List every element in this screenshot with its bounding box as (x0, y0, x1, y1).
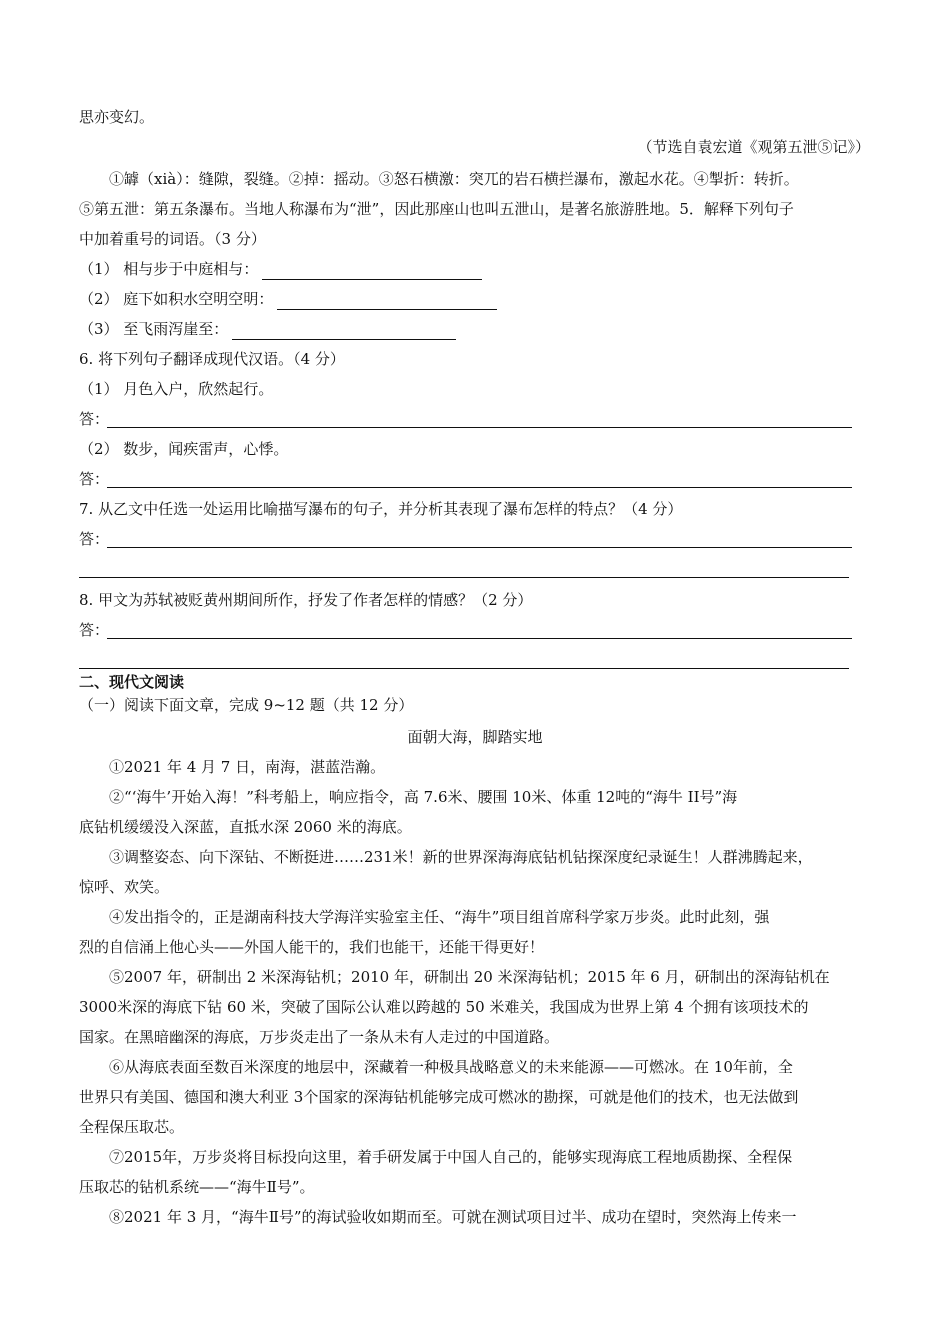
article-para-2a: ②“‘海牛’开始入海！”科考船上，响应指令，高 7.6米、腰围 10米、体重 12吨的“海牛 II号”海 (109, 788, 738, 806)
passage-last-line: 思亦变幻。 (79, 108, 155, 126)
article-para-7a: ⑦2015年，万步炎将目标投向这里，着手研发属于中国人自己的，能够实现海底工程地质勘探、全程保 (109, 1148, 793, 1166)
article-para-4b: 烈的自信涌上他心头——外国人能干的，我们也能干，还能干得更好！ (79, 938, 545, 956)
notes-line-3: 中加着重号的词语。（3 分） (79, 230, 266, 248)
q6-answer-2-label: 答： (79, 470, 110, 488)
q8-answer-line-2[interactable] (79, 668, 849, 669)
q5-blank-1[interactable] (262, 263, 482, 280)
q5-blank-3[interactable] (232, 323, 456, 340)
q7-stem: 7. 从乙文中任选一处运用比喻描写瀑布的句子，并分析其表现了瀑布怎样的特点？（4 分） (79, 500, 683, 518)
q5-item-1 (79, 258, 878, 280)
q6-answer-1-line[interactable] (107, 427, 852, 428)
article-para-8a: ⑧2021 年 3 月，“海牛Ⅱ号”的海试验收如期而至。可就在测试项目过半、成功在望时，突然海上传来一 (109, 1208, 797, 1226)
q5-blank-2[interactable] (277, 293, 497, 310)
notes-line-2: ⑤第五泄：第五条瀑布。当地人称瀑布为“泄”，因此那座山也叫五泄山，是著名旅游胜地。5．解释下列句子 (79, 200, 794, 218)
q6-answer-2-line[interactable] (107, 487, 852, 488)
q6-answer-1-label: 答： (79, 410, 110, 428)
article-title: 面朝大海，脚踏实地 (407, 728, 543, 746)
q8-stem: 8. 甲文为苏轼被贬黄州期间所作，抒发了作者怎样的情感？（2 分） (79, 591, 533, 609)
q7-answer-label: 答： (79, 530, 110, 548)
section-2-subheading: （一）阅读下面文章，完成 9~12 题（共 12 分） (79, 696, 414, 714)
notes-line-1: ①罅（xià）：缝隙，裂缝。②掉：摇动。③怒石横激：突兀的岩石横拦瀑布，激起水花。④掣折：转折。 (109, 170, 799, 188)
article-para-7b: 压取芯的钻机系统——“海牛Ⅱ号”。 (79, 1178, 315, 1196)
q5-item-2 (79, 288, 878, 310)
article-para-6b: 世界只有美国、德国和澳大利亚 3个国家的深海钻机能够完成可燃冰的勘探，可就是他们的技术，也无法做到 (79, 1088, 799, 1106)
article-para-1: ①2021 年 4 月 7 日，南海，湛蓝浩瀚。 (109, 758, 386, 776)
q6-item-1: （1） 月色入户，欣然起行。 (79, 380, 274, 398)
q5-item-2-text: （2） 庭下如积水空明空明： (79, 290, 274, 308)
q7-answer-line-2[interactable] (79, 577, 849, 578)
article-para-5a: ⑤2007 年，研制出 2 米深海钻机；2010 年，研制出 20 米深海钻机；2015 年 6 月，研制出的深海钻机在 (109, 968, 830, 986)
passage-source: （节选自袁宏道《观第五泄⑤记》） (637, 138, 870, 156)
q6-stem: 6. 将下列句子翻译成现代汉语。（4 分） (79, 350, 345, 368)
q8-answer-line-1[interactable] (107, 638, 852, 639)
article-para-3a: ③调整姿态、向下深钻、不断挺进……231米！新的世界深海海底钻机钻探深度纪录诞生！人群沸腾起来， (109, 848, 813, 866)
q5-item-3-text: （3） 至飞雨泻崖至： (79, 320, 229, 338)
q5-item-3 (79, 318, 878, 340)
article-para-4a: ④发出指令的，正是湖南科技大学海洋实验室主任、“海牛”项目组首席科学家万步炎。此时此刻，强 (109, 908, 770, 926)
q6-item-2: （2） 数步，闻疾雷声，心悸。 (79, 440, 289, 458)
article-para-6c: 全程保压取芯。 (79, 1118, 185, 1136)
q5-item-1-text: （1） 相与步于中庭相与： (79, 260, 259, 278)
q7-answer-line-1[interactable] (107, 547, 852, 548)
article-para-5c: 国家。在黑暗幽深的海底，万步炎走出了一条从未有人走过的中国道路。 (79, 1028, 560, 1046)
article-para-5b: 3000米深的海底下钻 60 米，突破了国际公认难以跨越的 50 米难关，我国成为世界上第 4 个拥有该项技术的 (79, 998, 809, 1016)
article-para-2b: 底钻机缓缓没入深蓝，直抵水深 2060 米的海底。 (79, 818, 412, 836)
article-para-6a: ⑥从海底表面至数百米深度的地层中，深藏着一种极具战略意义的未来能源——可燃冰。在 10年前，全 (109, 1058, 793, 1076)
section-2-heading: 二、现代文阅读 (79, 673, 185, 691)
q8-answer-label: 答： (79, 621, 110, 639)
article-para-3b: 惊呼、欢笑。 (79, 878, 170, 896)
